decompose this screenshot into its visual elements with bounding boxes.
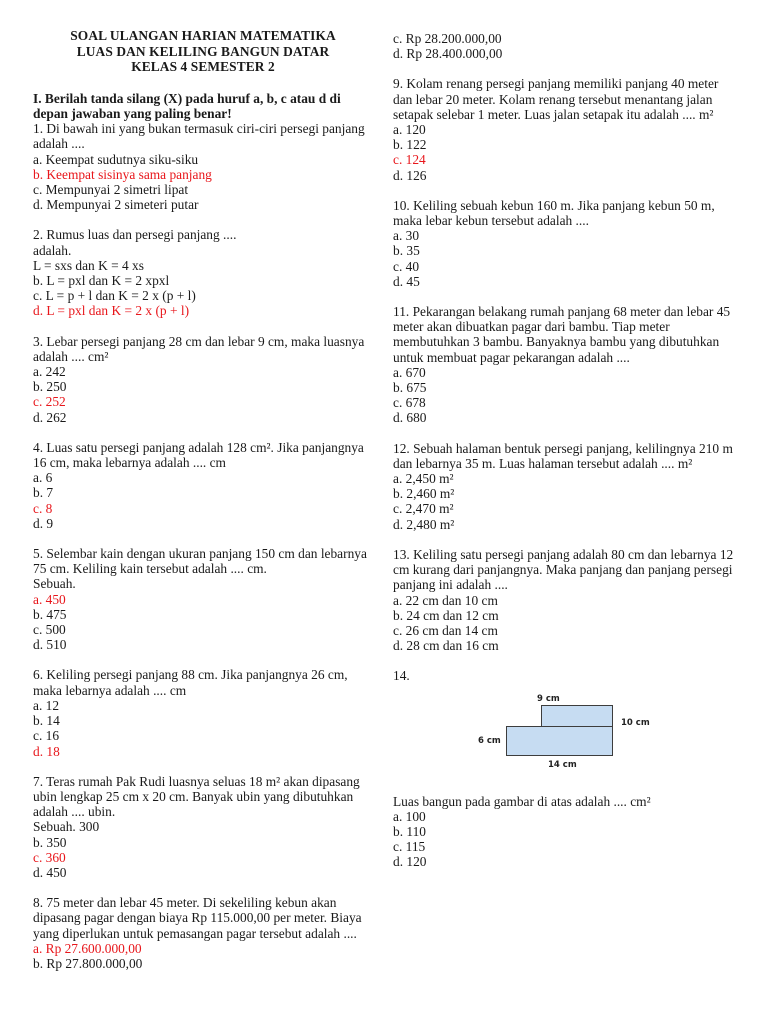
question-text: 1. Di bawah ini yang bukan termasuk ciri-ciri persegi panjang adalah .... [33, 121, 365, 152]
question-14 [393, 668, 738, 869]
question-text: 3. Lebar persegi panjang 28 cm dan lebar 9 cm, maka luasnya adalah .... cm² [33, 333, 365, 364]
question-text-cont: Sebuah. [33, 576, 76, 592]
option-a[interactable]: a. 670 [393, 364, 426, 380]
option-b[interactable]: b. 24 cm dan 12 cm [393, 607, 499, 623]
question-text: Luas bangun pada gambar di atas adalah .... cm² [393, 793, 651, 809]
question-text: 12. Sebuah halaman bentuk persegi panjang, kelilingnya 210 m dan lebarnya 35 m. Luas halaman tersebut adalah .... m² [393, 440, 733, 471]
option-c[interactable]: c. 26 cm dan 14 cm [393, 622, 498, 638]
option-b[interactable]: b. 110 [393, 823, 426, 839]
question-1 [33, 121, 373, 212]
option-d[interactable]: d. 510 [33, 637, 67, 653]
option-b[interactable]: b. 2,460 m² [393, 486, 455, 502]
question-text: 4. Luas satu persegi panjang adalah 128 cm². Jika panjangnya 16 cm, maka lebarnya adalah .... cm [33, 439, 364, 471]
option-d[interactable]: d. 9 [33, 515, 54, 531]
figure-label-bottom: 14 cm [548, 759, 577, 770]
large-rectangle [506, 726, 613, 756]
option-a[interactable]: a. 6 [33, 470, 53, 486]
option-b[interactable]: b. Rp 27.800.000,00 [33, 955, 143, 971]
option-c[interactable]: c. 16 [33, 728, 60, 744]
option-d[interactable]: d. 450 [33, 864, 67, 880]
question-text: 6. Keliling persegi panjang 88 cm. Jika panjangnya 26 cm, maka lebarnya adalah .... cm [33, 667, 348, 698]
option-d-answer[interactable]: d. L = pxl dan K = 2 x (p + l) [33, 303, 190, 319]
option-d[interactable]: d. 262 [33, 409, 67, 425]
option-b[interactable]: b. 35 [393, 243, 420, 259]
small-rectangle [541, 705, 613, 727]
option-b[interactable]: b. L = pxl dan K = 2 xpxl [33, 273, 170, 289]
option-d[interactable]: d. 2,480 m² [393, 516, 455, 532]
figure-label-left: 6 cm [478, 735, 501, 746]
option-d[interactable]: d. 120 [393, 854, 427, 870]
option-d[interactable]: d. Rp 28.400.000,00 [393, 46, 503, 62]
question-text: 7. Teras rumah Pak Rudi luasnya seluas 18 m² akan dipasang ubin lengkap 25 cm x 20 cm. Banyak ubin yang dibutuhkan adalah .... ubin. [33, 773, 360, 820]
figure-label-top: 9 cm [537, 693, 560, 704]
question-11 [393, 304, 738, 426]
option-d[interactable]: d. 28 cm dan 16 cm [393, 638, 499, 654]
question-text: 9. Kolam renang persegi panjang memiliki panjang 40 meter dan lebar 20 meter. Kolam renang tersebut menantang jalan setapak selebar 1 meter. Luas jalan setapak itu adalah .... m² [393, 76, 719, 122]
composite-shape-figure [473, 692, 703, 774]
option-a[interactable]: a. 2,450 m² [393, 471, 454, 487]
question-5 [33, 546, 373, 652]
question-8-continued [393, 31, 738, 61]
question-9 [393, 76, 738, 182]
option-d[interactable]: d. Mempunyai 2 simeteri putar [33, 197, 199, 213]
option-a[interactable]: a. 120 [393, 122, 426, 138]
question-text: 8. 75 meter dan lebar 45 meter. Di sekeliling kebun akan dipasang pagar dengan biaya Rp 115.000,00 per meter. Biaya yang diperlukan untuk pemasangan pagar tersebut adalah .... [33, 895, 362, 941]
question-6 [33, 667, 373, 758]
right-column [393, 31, 738, 870]
option-b[interactable]: b. 250 [33, 379, 67, 395]
option-c[interactable]: c. 500 [33, 622, 66, 638]
option-c-answer[interactable]: c. 252 [33, 394, 66, 410]
option-c[interactable]: c. 678 [393, 395, 426, 411]
option-c[interactable]: c. 115 [393, 839, 426, 855]
question-text: 5. Selembar kain dengan ukuran panjang 150 cm dan lebarnya 75 cm. Keliling kain tersebut adalah .... cm. [33, 546, 367, 577]
page-title [33, 28, 373, 75]
question-text: 2. Rumus luas dan persegi panjang .... [33, 227, 237, 243]
option-a[interactable]: a. 22 cm dan 10 cm [393, 592, 498, 608]
question-4 [33, 440, 373, 531]
option-c[interactable]: c. L = p + l dan K = 2 x (p + l) [33, 288, 196, 304]
option-b[interactable]: b. 7 [33, 485, 54, 501]
option-b[interactable]: b. 675 [393, 380, 427, 396]
option-c-answer[interactable]: c. 124 [393, 152, 426, 168]
option-c-answer[interactable]: c. 8 [33, 500, 53, 516]
option-d[interactable]: d. 45 [393, 273, 420, 289]
title-line-1: SOAL ULANGAN HARIAN MATEMATIKA [70, 28, 336, 43]
title-line-3: KELAS 4 SEMESTER 2 [131, 59, 275, 75]
question-3 [33, 334, 373, 425]
question-text: 10. Keliling sebuah kebun 160 m. Jika panjang kebun 50 m, maka lebar kebun tersebut adalah .... [393, 197, 715, 229]
option-a-answer[interactable]: a. Rp 27.600.000,00 [33, 940, 142, 956]
question-7 [33, 774, 373, 880]
question-text-cont: adalah. [33, 242, 72, 258]
question-10 [393, 198, 738, 289]
option-a[interactable]: a. 242 [33, 364, 66, 380]
question-text: 11. Pekarangan belakang rumah panjang 68 meter dan lebar 45 meter akan dibuatkan pagar dari bambu. Tiap meter membutuhkan 3 bambu. Banyaknya bambu yang dibutuhkan untuk membuat pagar pekarangan adalah .... [393, 304, 731, 365]
option-b[interactable]: b. 14 [33, 713, 60, 729]
question-8 [33, 895, 373, 971]
option-a[interactable]: a. 12 [33, 697, 60, 713]
option-a[interactable]: L = sxs dan K = 4 xs [33, 257, 144, 273]
option-b-answer[interactable]: b. Keempat sisinya sama panjang [33, 166, 212, 182]
option-a[interactable]: a. Keempat sudutnya siku-siku [33, 151, 199, 167]
option-b[interactable]: b. 350 [33, 834, 67, 850]
option-a[interactable]: a. 100 [393, 808, 426, 824]
figure-label-right: 10 cm [621, 717, 650, 728]
option-c[interactable]: c. Rp 28.200.000,00 [393, 31, 502, 46]
option-a[interactable]: a. 30 [393, 228, 420, 244]
option-c[interactable]: c. 2,470 m² [393, 501, 454, 517]
option-c-answer[interactable]: c. 360 [33, 849, 66, 865]
question-number: 14. [393, 668, 410, 684]
option-d[interactable]: d. 126 [393, 167, 427, 183]
option-a[interactable]: Sebuah. 300 [33, 819, 100, 835]
question-2 [33, 227, 373, 318]
question-13 [393, 547, 738, 653]
option-b[interactable]: b. 475 [33, 606, 67, 622]
option-d[interactable]: d. 680 [393, 410, 427, 426]
option-a-answer[interactable]: a. 450 [33, 591, 66, 607]
option-b[interactable]: b. 122 [393, 137, 427, 153]
instruction: I. Berilah tanda silang (X) pada huruf a, b, c atau d di depan jawaban yang paling benar! [33, 90, 341, 121]
left-column [33, 28, 373, 986]
option-c[interactable]: c. Mempunyai 2 simetri lipat [33, 182, 189, 197]
title-line-2: LUAS DAN KELILING BANGUN DATAR [76, 43, 330, 59]
question-12 [393, 441, 738, 532]
option-c[interactable]: c. 40 [393, 258, 420, 274]
question-text: 13. Keliling satu persegi panjang adalah 80 cm dan lebarnya 12 cm kurang dari panjangnya. Maka panjang dan panjang persegi panjang ini adalah .... [393, 546, 734, 593]
option-d-answer[interactable]: d. 18 [33, 743, 60, 759]
